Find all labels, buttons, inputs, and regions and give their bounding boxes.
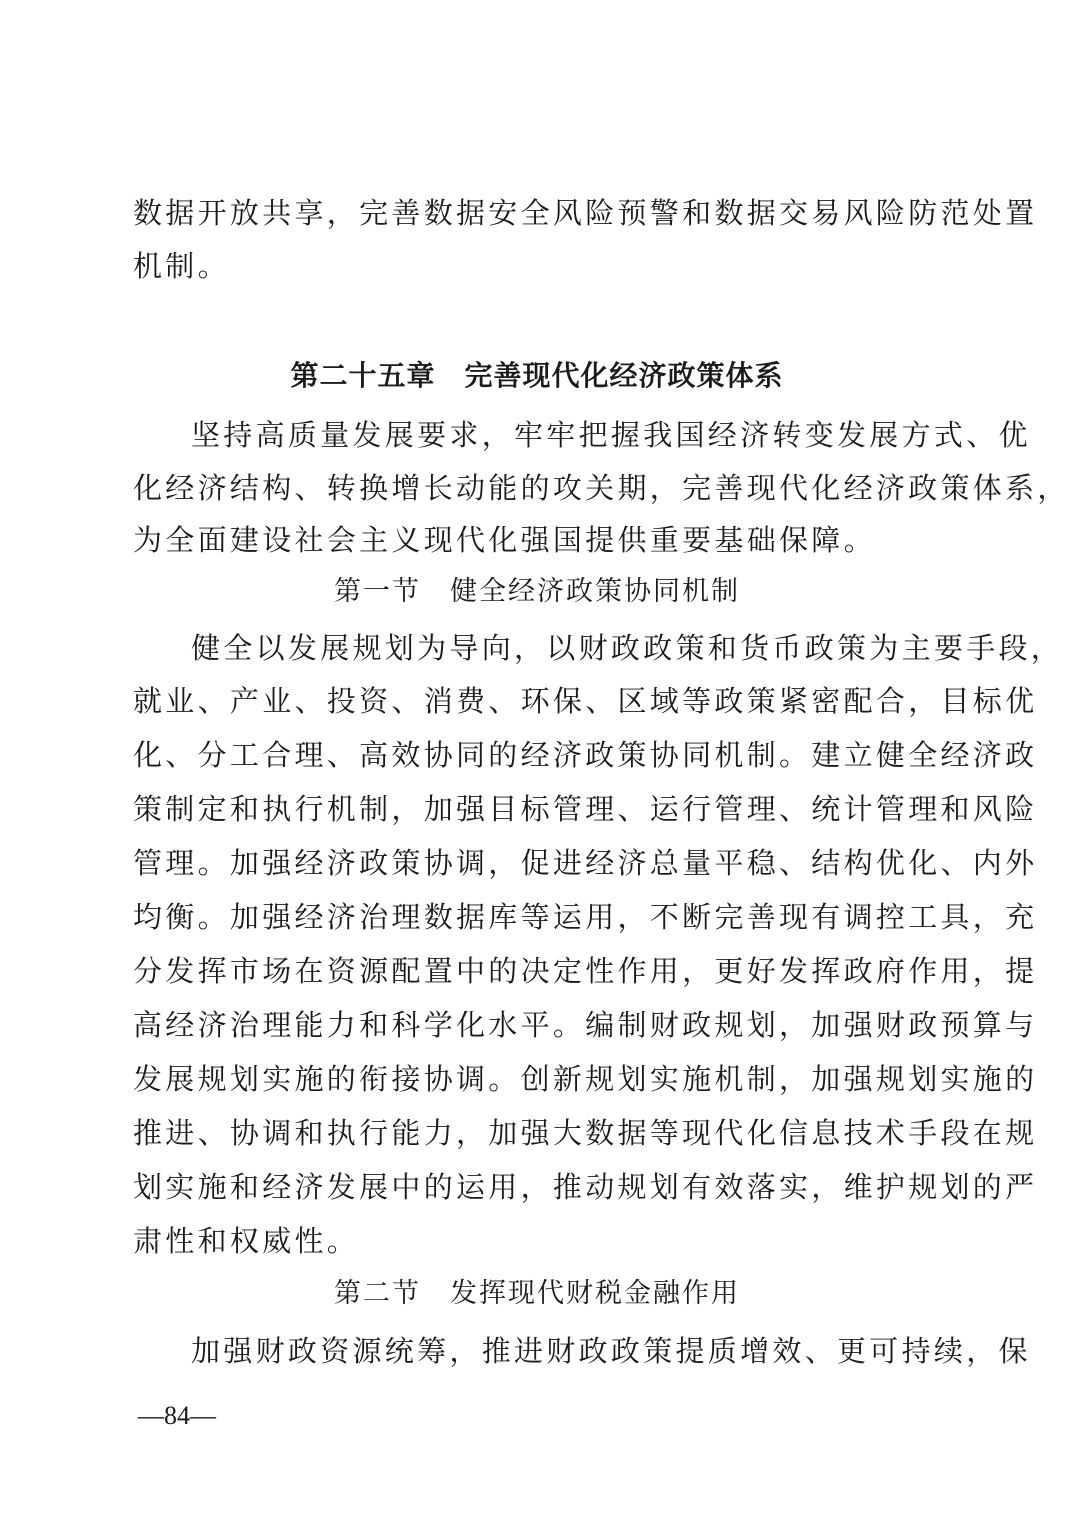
body-line: 策制定和执行机制，加强目标管理、运行管理、统计管理和风险	[133, 792, 1038, 826]
chapter-title: 第二十五章 完善现代化经济政策体系	[290, 359, 784, 392]
body-line: 划实施和经济发展中的运用，推动规划有效落实，维护规划的严	[133, 1170, 1038, 1204]
body-line: 管理。加强经济政策协调，促进经济总量平稳、结构优化、内外	[133, 846, 1038, 880]
section-title: 第二节 发挥现代财税金融作用	[334, 1278, 740, 1309]
body-line: 健全以发展规划为导向，以财政政策和货币政策为主要手段，	[191, 631, 1064, 665]
body-line: 高经济治理能力和科学化水平。编制财政规划，加强财政预算与	[133, 1008, 1038, 1042]
body-line: 肃性和权威性。	[133, 1224, 360, 1258]
body-line: 发展规划实施的衔接协调。创新规划实施机制，加强规划实施的	[133, 1062, 1038, 1096]
body-line: 分发挥市场在资源配置中的决定性作用，更好发挥政府作用，提	[133, 954, 1038, 988]
body-line: 加强财政资源统筹，推进财政政策提质增效、更可持续，保	[191, 1334, 1031, 1368]
body-line: 化经济结构、转换增长动能的攻关期，完善现代化经济政策体系，	[133, 471, 1070, 505]
body-line: 为全面建设社会主义现代化强国提供重要基础保障。	[133, 523, 876, 557]
body-line: 推进、协调和执行能力，加强大数据等现代化信息技术手段在规	[133, 1116, 1038, 1150]
body-line: 数据开放共享，完善数据安全风险预警和数据交易风险防范处置	[133, 196, 1038, 230]
body-line: 坚持高质量发展要求，牢牢把握我国经济转变发展方式、优	[191, 418, 1031, 452]
page-number: —84—	[138, 1401, 216, 1430]
body-line: 机制。	[133, 249, 230, 283]
body-line: 均衡。加强经济治理数据库等运用，不断完善现有调控工具，充	[133, 900, 1038, 934]
section-title: 第一节 健全经济政策协同机制	[334, 576, 740, 607]
body-line: 就业、产业、投资、消费、环保、区域等政策紧密配合，目标优	[133, 684, 1038, 718]
body-line: 化、分工合理、高效协同的经济政策协同机制。建立健全经济政	[133, 738, 1038, 772]
